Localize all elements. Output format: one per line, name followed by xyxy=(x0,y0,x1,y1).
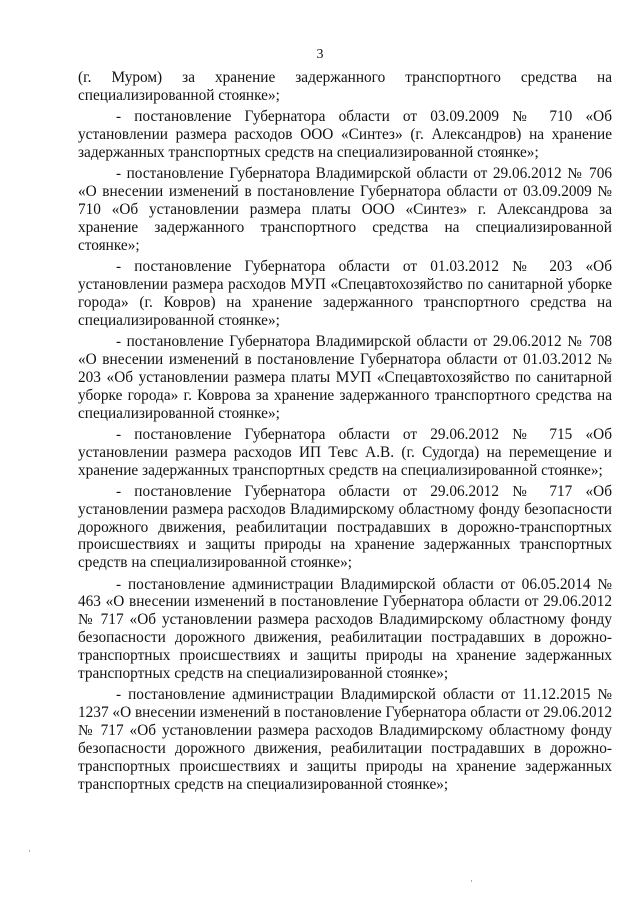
scan-speck: · xyxy=(28,846,31,856)
paragraph-9: - постановление администрации Владимирской области от 11.12.2015 № 1237 «О внесении изменений в постановление Губернатора области от 29.06.2012 № 717 «Об установлении размера расходов Владимирскому областному фонду безопасности дорожного движения, реабилитации пострадавших в дорожно-транспортных происшествиях и защиты природы на хранение задержанных транспортных средств на специализированной стоянке»; xyxy=(78,686,612,793)
paragraph-3: - постановление Губернатора Владимирской области от 29.06.2012 № 706 «О внесении изменений в постановление Губернатора области от 03.09.2009 № 710 «Об установлении размера платы ООО «Синтез» г. Александрова за хранение задержанного транспортного средства на специализированной стоянке»; xyxy=(78,165,612,254)
paragraph-7: - постановление Губернатора области от 29.06.2012 № 717 «Об установлении размера расходов Владимирскому областному фонду безопасности дорожного движения, реабилитации пострадавших в дорожно-транспортных происшествиях и защиты природы на хранение задержанных транспортных средств на специализированной стоянке»; xyxy=(78,482,612,572)
page-number: 3 xyxy=(316,47,324,62)
paragraph-6: - постановление Губернатора области от 29.06.2012 № 715 «Об установлении размера расходов ИП Тевс А.В. (г. Судогда) на перемещение и хранение задержанных транспортных средств на специализированной стоянке»; xyxy=(78,425,612,479)
document-body xyxy=(78,69,612,797)
paragraph-8: - постановление администрации Владимирской области от 06.05.2014 № 463 «О внесении изменений в постановление Губернатора области от 29.06.2012 № 717 «Об установлении размера расходов Владимирскому областному фонду безопасности дорожного движения, реабилитации пострадавших в дорожно-транспортных происшествиях и защиты природы на хранение задержанных транспортных средств на специализированной стоянке»; xyxy=(78,575,612,683)
paragraph-2: - постановление Губернатора области от 03.09.2009 № 710 «Об установлении размера расходов ООО «Синтез» (г. Александров) на хранение задержанных транспортных средств на специализированной стоянке»; xyxy=(78,108,612,161)
paragraph-5: - постановление Губернатора Владимирской области от 29.06.2012 № 708 «О внесении изменений в постановление Губернатора области от 01.03.2012 № 203 «Об установлении размера платы МУП «Спецавтохозяйство по санитарной уборке города» г. Коврова за хранение задержанного транспортного средства на специализированной стоянке»; xyxy=(78,332,612,422)
paragraph-1: (г. Муром) за хранение задержанного транспортного средства на специализированной стоянке»; xyxy=(78,69,612,104)
paragraph-4: - постановление Губернатора области от 01.03.2012 № 203 «Об установлении размера расходов МУП «Спецавтохозяйство по санитарной уборке города» (г. Ковров) на хранение задержанного транспортного средства на специализированной стоянке»; xyxy=(78,257,612,329)
scan-speck: · xyxy=(470,876,473,886)
